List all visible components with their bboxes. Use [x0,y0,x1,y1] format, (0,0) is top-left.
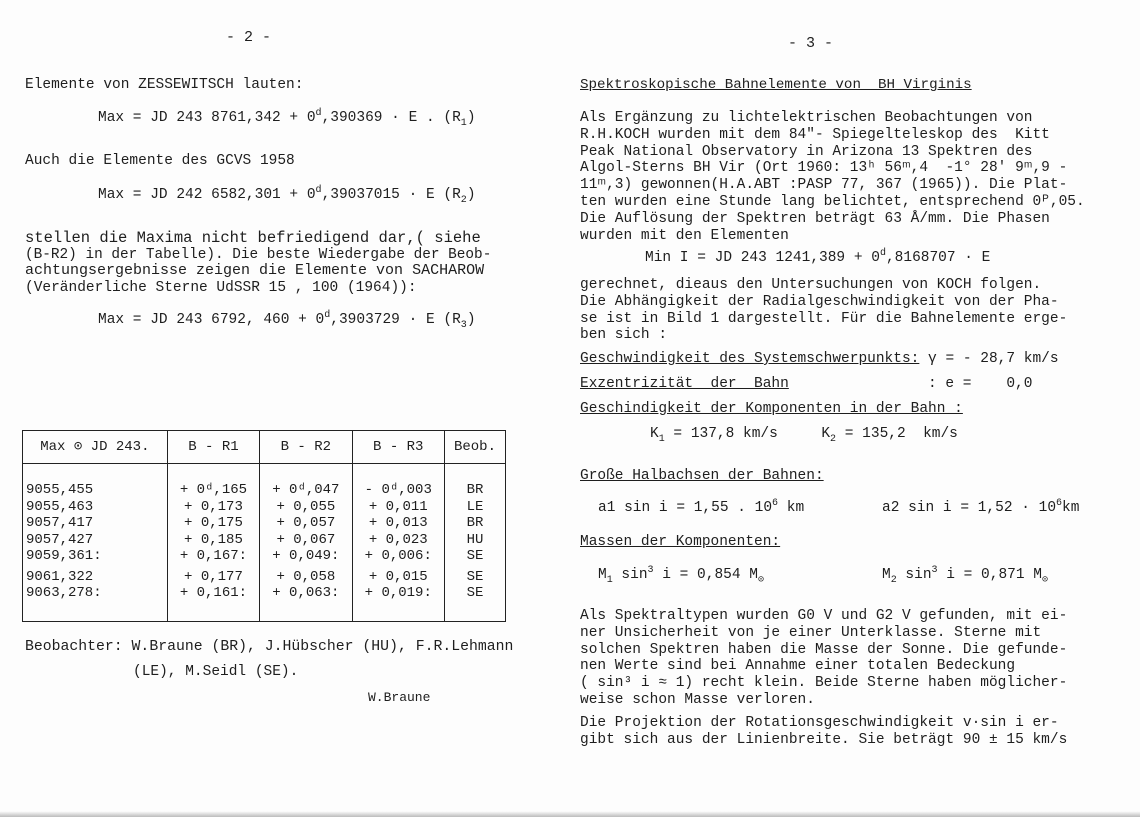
table-cell: SE [466,568,484,585]
maxima-table [22,430,506,622]
table-cell: + 0ᵈ,165 [179,482,248,498]
m2-value: $M_2$ $\sin^3 i = 0,871$ $M_⊙$ [882,565,1048,586]
table-column [444,464,505,622]
text-line: achtungsergebnisse zeigen die Elemente von SACHAROW [25,262,485,279]
table-cell: LE [466,498,484,515]
text-line: Die Abhängigkeit der Radialgeschwindigkeit von der Pha- [580,293,1059,310]
table-cell: BR [466,515,484,531]
table-cell: 9055,463 [26,498,94,515]
text-line: Die Auflösung der Spektren beträgt 63 Å/mm. Die Phasen [580,210,1050,227]
table-cell: + 0,175 [184,515,243,531]
column-header: B - R3 [352,431,444,464]
a2-value: a2 $\sin i = 1,52 \cdot 10^6km$ [882,498,1080,516]
table-cell: 9061,322 [26,568,94,585]
table-cell: 9057,427 [26,531,94,548]
table-cell: + 0,023 [368,531,428,548]
text-line: (B-R2) in der Tabelle). Die beste Wiedergabe der Beob- [25,247,492,263]
text-line: Elemente von ZESSEWITSCH lauten: [25,77,304,93]
table-cell: + 0,167: [179,548,248,564]
text-line: (Veränderliche Sterne UdSSR 15 , 100 (1964)): [25,280,417,296]
text-line: se ist in Bild 1 dargestellt. Für die Bahnelemente erge- [580,310,1068,327]
signature: W.Braune [368,690,431,705]
label: Große Halbachsen der Bahnen: [580,468,824,484]
text-line: Die Projektion der Rotationsgeschwindigkeit v·sin i er- [580,715,1059,731]
table-cell: - 0ᵈ,003 [364,482,432,498]
a1-value: a1 sin i = 1,55 . $10^6$ km [598,498,805,516]
observers-line: Beobachter: W.Braune (BR), J.Hübscher (HU), F.R.Lehmann [25,639,514,655]
text-line: Auch die Elemente des GCVS 1958 [25,153,295,169]
label: Exzentrizität der Bahn [580,376,789,392]
text-line: Als Spektraltypen wurden G0 V und G2 V gefunden, mit ei- [580,608,1068,624]
table-cell: + 0,173 [184,498,243,515]
table-cell: + 0,019: [364,585,432,601]
table-cell: + 0,011 [368,498,428,515]
page-number: - 3 - [788,35,834,52]
table-column [260,464,352,622]
table-cell: 9059,361: [26,548,102,564]
text-line: ( sin³ i ≈ 1) recht klein. Beide Sterne haben möglicher- [580,675,1068,692]
label: Geschindigkeit der Komponenten in der Bahn : [580,401,963,417]
table-cell: + 0ᵈ,047 [272,482,340,498]
text-line: Als Ergänzung zu lichtelektrischen Beobachtungen von [580,110,1033,126]
table-cell: + 0,058 [276,568,336,585]
table-cell: 9063,278: [26,585,102,601]
formula-min: Min I = JD 243 $1241,389 + 0^d,8168707 \cdot E$ [645,248,991,266]
text-line: stellen die Maxima nicht befriedigend dar,( siehe [25,229,481,247]
column-header: Beob. [444,431,505,464]
value: : e = 0,0 [928,376,1033,392]
table-cell: HU [466,531,484,548]
table-cell: + 0,185 [184,531,243,548]
text-line: gerechnet, dieaus den Untersuchungen von KOCH folgen. [580,277,1042,293]
table-cell: + 0,013 [368,515,428,531]
text-line: Algol-Sterns BH Vir (Ort 1960: 13ʰ 56ᵐ,4 -1° 28' 9ᵐ,9 - [580,160,1068,177]
section-title: Spektroskopische Bahnelemente von BH Virginis [580,77,972,93]
column-header: B - R2 [260,431,352,464]
text-line: ben sich : [580,327,668,344]
table-cell: + 0,057 [276,515,336,531]
label: Geschwindigkeit des Systemschwerpunkts: [580,351,920,367]
text-line: gibt sich aus der Linienbreite. Sie beträgt 90 ± 15 km/s [580,731,1068,748]
table-cell: 9055,455 [26,482,94,498]
text-line: wurden mit den Elementen [580,227,789,244]
text-line: nen Werte sind bei Annahme einer totalen Bedeckung [580,658,1016,675]
table-body-row [23,464,506,622]
k-values: $K_1 = 137,8$ km/s $K_2 = 135,2$ km/s [650,426,958,445]
observers-line: (LE), M.Seidl (SE). [133,664,299,680]
column-header: B - R1 [167,431,259,464]
text-line: Peak National Observatory in Arizona 13 Spektren des [580,143,1033,160]
table-cell: SE [466,585,484,601]
table-cell: + 0,049: [272,548,340,564]
table-cell: 9057,417 [26,515,94,531]
page-number: - 2 - [226,29,272,46]
formula-r2: Max = JD 242 $6582,301 + 0^d,39037015 \cdot E$ $(R_2)$ [98,185,476,206]
table-cell: + 0,015 [368,568,428,585]
table-column [167,464,259,622]
table-cell: + 0,063: [272,585,340,601]
table-cell: + 0,067 [276,531,336,548]
text-line: R.H.KOCH wurden mit dem 84"- Spiegelteleskop des Kitt [580,126,1050,143]
formula-r1: Max = JD 243 $8761,342 + 0^d,390369 \cdot E$ . $(R_1)$ [98,108,476,129]
table-cell: + 0,161: [179,585,248,601]
text-line: solchen Spektren haben die Masse der Sonne. Die gefunde- [580,641,1068,658]
table-cell: BR [466,482,484,498]
table-cell: SE [466,548,484,564]
text-line: ner Unsicherheit von je einer Unterklasse. Sterne mit [580,624,1042,641]
formula-r3: Max = JD 243 6792, $460 + 0^d,3903729 \cdot E$ $(R_3)$ [98,310,476,331]
table-column [352,464,444,622]
table-cell: + 0,177 [184,568,243,585]
scan-edge [0,811,1140,817]
table-column [23,464,168,622]
table-cell: + 0,055 [276,498,336,515]
text-line: 11ᵐ,3) gewonnen(H.A.ABT :PASP 77, 367 (1965)). Die Plat- [580,177,1068,194]
table-cell: + 0,006: [364,548,432,564]
text-line: weise schon Masse verloren. [580,692,815,708]
label: Massen der Komponenten: [580,534,781,550]
m1-value: $M_1$ $\sin^3 i = 0,854$ $M_⊙$ [598,565,764,586]
column-header: Max ⊙ JD 243. [23,431,168,464]
text-line: ten wurden eine Stunde lang belichtet, entsprechend 0ᴾ,05. [580,194,1085,210]
value: γ = - 28,7 km/s [919,351,1059,367]
